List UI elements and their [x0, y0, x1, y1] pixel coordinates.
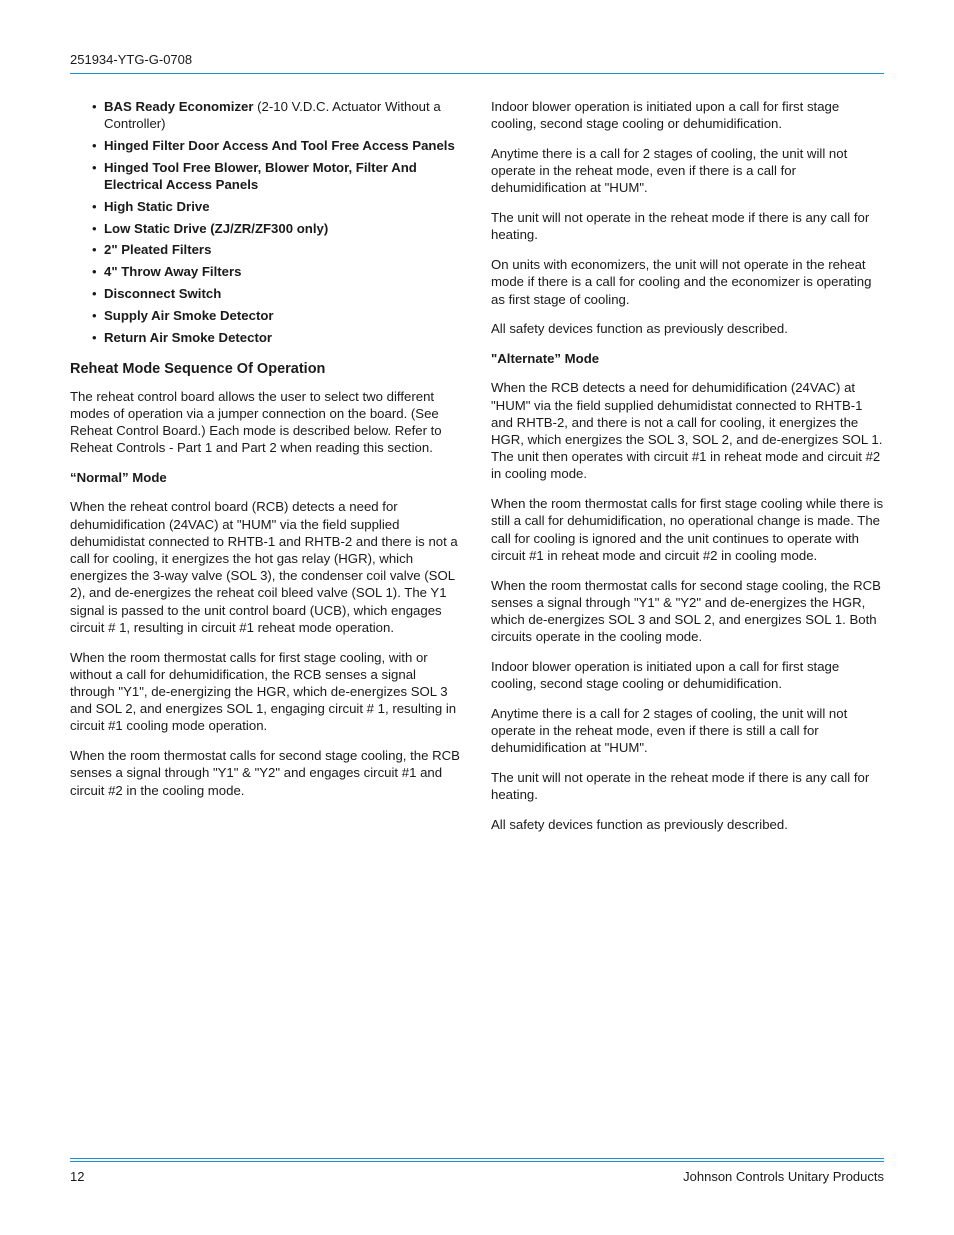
- paragraph: All safety devices function as previously described.: [491, 321, 788, 337]
- paragraph: Anytime there is a call for 2 stages of cooling, the unit will not operate in the reheat mode, even if there is a call for dehumidification at "HUM".: [491, 146, 848, 196]
- paragraph: All safety devices function as previously described.: [491, 817, 788, 833]
- paragraph: When the room thermostat calls for first stage cooling, with or without a call for dehumidification, the RCB senses a signal through "Y1", de-energizing the HGR, which de-energizes SOL 3 and SOL 2, and energizes SOL 1, engaging circuit # 1, resulting in circuit #1 cooling mode operation.: [70, 649, 457, 734]
- bullet-bold: 4" Throw Away Filters: [104, 264, 242, 280]
- options-bullet-list: [70, 98, 462, 346]
- list-item: [92, 241, 462, 258]
- paragraph: When the room thermostat calls for first stage cooling while there is still a call for dehumidification, no operational change is made. The call for cooling is ignored and the unit continues to operate with circuit #1 in reheat mode and circuit #2 in cooling mode.: [491, 496, 884, 563]
- footer-rule: [70, 1161, 884, 1162]
- list-item: [92, 285, 462, 302]
- bullet-bold: Supply Air Smoke Detector: [104, 307, 274, 323]
- footer-company: Johnson Controls Unitary Products: [683, 1169, 884, 1184]
- document-number: 251934-YTG-G-0708: [70, 52, 193, 67]
- paragraph: On units with economizers, the unit will not operate in the reheat mode if there is a call for cooling and the economizer is operating as first stage of cooling.: [491, 257, 872, 307]
- list-item: [92, 198, 462, 215]
- alternate-mode-heading: "Alternate” Mode: [491, 351, 600, 367]
- page-number: 12: [70, 1169, 85, 1184]
- bullet-bold: 2" Pleated Filters: [104, 242, 212, 258]
- left-column: [70, 98, 462, 811]
- paragraph: When the reheat control board (RCB) detects a need for dehumidification (24VAC) at "HUM" via the field supplied dehumidistat connected to RHTB-1 and RHTB-2 and there is not a call for cooling, it energizes the hot gas relay (HGR), which energizes the 3-way valve (SOL 3), the condenser coil valve (SOL 2), and de-energizes the reheat coil bleed valve (SOL 1). The Y1 signal is passed to the unit control board (UCB), which engages circuit # 1, resulting in circuit #1 reheat mode operation.: [70, 499, 458, 635]
- list-item: [92, 307, 462, 324]
- bullet-bold: High Static Drive: [104, 198, 210, 214]
- bullet-bold: Hinged Filter Door Access And Tool Free Access Panels: [104, 138, 455, 153]
- bullet-bold: Hinged Tool Free Blower, Blower Motor, Filter And Electrical Access Panels: [104, 159, 417, 192]
- list-item: [92, 98, 462, 132]
- list-item: [92, 329, 462, 346]
- list-item: [92, 263, 462, 280]
- list-item: [92, 159, 462, 193]
- bullet-bold: Return Air Smoke Detector: [104, 329, 273, 345]
- paragraph: When the room thermostat calls for second stage cooling, the RCB senses a signal through "Y1" & "Y2" and de-energizes the HGR, which de-energizes SOL 3 and SOL 2, and energizes SOL 1. Both circuits operate in the cooling mode.: [491, 577, 881, 645]
- bullet-rest: (2-10 V.D.C. Actuator Without a Controller): [104, 99, 441, 132]
- bullet-bold: BAS Ready Economizer: [104, 99, 254, 114]
- paragraph: When the RCB detects a need for dehumidification (24VAC) at "HUM" via the field supplied dehumidistat connected to RHTB-1 and RHTB-2, and there is not a call for cooling, it energizes the HGR, which energizes the SOL 3, SOL 2, and de-energizes SOL 1. The unit then operates with circuit #1 in reheat mode and circuit #2 in cooling mode.: [491, 380, 883, 482]
- paragraph: Indoor blower operation is initiated upon a call for first stage cooling, second stage cooling or dehumidification.: [491, 99, 840, 132]
- section-title: Reheat Mode Sequence Of Operation: [70, 360, 326, 377]
- paragraph: When the room thermostat calls for second stage cooling, the RCB senses a signal through "Y1" & "Y2" and engages circuit #1 and circuit #2 in the cooling mode.: [70, 748, 460, 798]
- bullet-bold: Disconnect Switch: [104, 285, 222, 301]
- list-item: [92, 137, 462, 154]
- normal-mode-heading: “Normal” Mode: [70, 470, 167, 486]
- header-rule: [70, 73, 884, 74]
- intro-paragraph: The reheat control board allows the user to select two different modes of operation via a jumper connection on the board. (See Reheat Control Board.) Each mode is described below. Refer to Reheat Controls - Part 1 and Part 2 when reading this section.: [70, 388, 442, 456]
- paragraph: The unit will not operate in the reheat mode if there is any call for heating.: [491, 770, 870, 803]
- list-item: [92, 220, 462, 237]
- paragraph: Anytime there is a call for 2 stages of cooling, the unit will not operate in the reheat mode, even if there is still a call for dehumidification at "HUM".: [491, 706, 848, 756]
- paragraph: The unit will not operate in the reheat mode if there is any call for heating.: [491, 210, 870, 243]
- bullet-bold: Low Static Drive (ZJ/ZR/ZF300 only): [104, 220, 329, 236]
- paragraph: Indoor blower operation is initiated upon a call for first stage cooling, second stage cooling or dehumidification.: [491, 659, 840, 692]
- right-column: [491, 98, 885, 846]
- footer-rule: [70, 1158, 884, 1159]
